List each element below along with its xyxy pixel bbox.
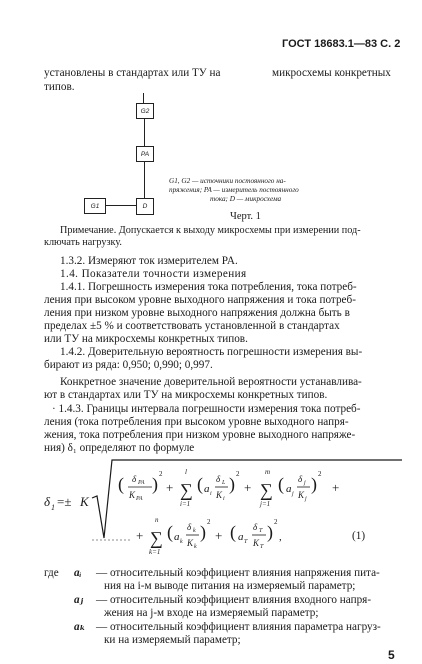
svg-text:2: 2 <box>207 518 211 526</box>
svg-text:T: T <box>260 544 264 550</box>
para-confidence-line-1: Конкретное значение доверительной вероятности устанавлива- <box>60 376 362 388</box>
svg-text:2: 2 <box>236 470 240 478</box>
figure-caption-line-3: тока; D — микросхема <box>210 195 282 203</box>
svg-text:k: k <box>193 528 196 534</box>
formula-number: (1) <box>352 530 366 542</box>
para-1-4-3-line-1: · 1.4.3. Границы интервала погрешности измерения тока потреб- <box>52 403 361 415</box>
note-line-2: ключать нагрузку. <box>44 237 122 248</box>
def-a-j-line-1: — относительный коэффициент влияния входного напря- <box>96 594 372 606</box>
svg-text:K: K <box>187 538 194 548</box>
svg-text:): ) <box>200 522 206 542</box>
svg-text:): ) <box>152 474 158 494</box>
document-header: ГОСТ 18683.1—83 С. 2 <box>282 38 401 50</box>
svg-text:j: j <box>292 491 294 497</box>
para-1-4-1-line-4: пределах ±5 % и соответствовать установленной в стандартах <box>44 320 340 332</box>
section-1-4-heading: 1.4. Показатели точности измерения <box>60 268 247 280</box>
svg-text:a: a <box>238 531 244 543</box>
intro-line-1-right: микросхемы конкретных <box>272 67 391 79</box>
formula-1 <box>40 456 410 564</box>
intro-line-1-left: установлены в стандартах или ТУ на <box>44 67 221 79</box>
svg-text:PA: PA <box>138 480 145 486</box>
figure-caption-line-2: пряжения; PA — измеритель постоянного <box>169 186 299 194</box>
svg-text:2: 2 <box>159 470 163 478</box>
svg-text:2: 2 <box>274 518 278 526</box>
svg-text:+: + <box>136 528 144 543</box>
para-1-4-1-line-3: ления при низком уровне выходного напряжения должна быть в <box>44 307 350 319</box>
svg-text:): ) <box>311 474 317 494</box>
para-1-4-2-line-1: 1.4.2. Доверительную вероятность погрешности измерения вы- <box>60 346 363 358</box>
svg-text:T: T <box>244 539 248 545</box>
svg-text:k: k <box>194 544 197 550</box>
svg-text:(: ( <box>118 474 124 494</box>
svg-text:1: 1 <box>51 503 55 512</box>
para-1-4-1-line-2: ления при высоком уровне выходного напряжения и тока потреб- <box>44 294 356 306</box>
wire-g1-d <box>106 205 136 206</box>
svg-text:i: i <box>223 496 225 502</box>
para-1-3-2: 1.3.2. Измеряют ток измерителем PA. <box>60 255 238 267</box>
svg-text:+: + <box>244 480 252 495</box>
para-1-4-1-line-1: 1.4.1. Погрешность измерения тока потребления, тока потреб- <box>60 281 357 293</box>
svg-text:K: K <box>80 494 89 509</box>
svg-text:2: 2 <box>318 470 322 478</box>
def-a-i-line-1: — относительный коэффициент влияния напряжения пита- <box>96 567 380 579</box>
svg-text:+: + <box>332 480 340 495</box>
svg-text:∑: ∑ <box>180 480 193 500</box>
symbol-a-i: aᵢ <box>74 567 82 579</box>
box-d: D <box>136 198 154 215</box>
svg-text:K: K <box>216 490 223 500</box>
svg-text:(: ( <box>230 522 236 542</box>
wire-top <box>143 93 144 103</box>
wire-pa-d <box>144 162 145 199</box>
svg-text:m: m <box>265 468 271 476</box>
figure-caption-line-1: G1, G2 — источники постоянного на- <box>169 177 286 185</box>
svg-text:+: + <box>166 480 174 495</box>
svg-text:K: K <box>253 538 260 548</box>
para-1-4-2-line-2: бирают из ряда: 0,950; 0,990; 0,997. <box>44 359 213 371</box>
svg-text:(: ( <box>278 474 284 494</box>
svg-text:δ: δ <box>187 522 192 532</box>
svg-text:δ: δ <box>298 474 303 484</box>
svg-text:(: ( <box>167 522 173 542</box>
para-confidence-line-2: ют в стандартах или ТУ на микросхемы конкретных типов. <box>44 389 328 401</box>
svg-text:PA: PA <box>136 496 143 502</box>
svg-text:j: j <box>304 480 306 486</box>
svg-text:K: K <box>298 490 305 500</box>
definitions-where: где <box>44 567 59 579</box>
wire-g2-pa <box>144 119 145 146</box>
svg-text:=±: =± <box>57 494 72 509</box>
svg-text:l: l <box>185 468 187 476</box>
intro-line-2: типов. <box>44 81 75 93</box>
svg-text:k: k <box>180 539 183 545</box>
svg-text:a: a <box>286 483 292 495</box>
svg-text:∑: ∑ <box>260 480 273 500</box>
page-number: 5 <box>388 648 395 662</box>
svg-text:j: j <box>305 496 307 502</box>
svg-text:i: i <box>210 491 212 497</box>
svg-text:k=1: k=1 <box>149 548 161 556</box>
svg-text:j=1: j=1 <box>260 500 271 508</box>
svg-text:T: T <box>259 528 263 534</box>
def-a-j-line-2: жения на j-м входе на измеряемый параметр; <box>104 607 319 619</box>
para-1-4-1-line-5: или ТУ на микросхемы конкретных типов. <box>44 333 248 345</box>
def-a-i-line-2: ния на i-м выводе питания на измеряемый параметр; <box>104 580 356 592</box>
def-a-k-line-1: — относительный коэффициент влияния параметра нагруз- <box>96 621 381 633</box>
para-1-4-3-line-2: ления (тока потребления при высоком уровне выходного напря- <box>44 416 349 428</box>
svg-text:,: , <box>279 531 282 543</box>
figure-label: Черт. 1 <box>230 211 261 222</box>
box-g2: G2 <box>136 103 154 119</box>
note-line-1: Примечание. Допускается к выходу микросхемы при измерении под- <box>60 225 361 236</box>
para-1-4-3-line-3: жения, тока потребления при низком уровне выходного напряже- <box>44 429 356 441</box>
svg-text:δ: δ <box>132 474 137 484</box>
svg-text:δ: δ <box>253 522 258 532</box>
formula-lhs: δ <box>44 494 51 509</box>
svg-text:n: n <box>155 516 159 524</box>
svg-text:i=1: i=1 <box>180 500 191 508</box>
svg-text:L: L <box>222 480 226 486</box>
svg-text:): ) <box>267 522 273 542</box>
svg-text:δ: δ <box>216 474 221 484</box>
svg-text:a: a <box>204 483 210 495</box>
svg-text:): ) <box>229 474 235 494</box>
box-pa: PA <box>136 146 154 162</box>
svg-text:K: K <box>129 490 136 500</box>
symbol-a-j: aⱼ <box>74 594 84 606</box>
para-1-4-3-line-4: ния) δ₁ определяют по формуле <box>44 442 195 454</box>
svg-text:a: a <box>174 531 180 543</box>
svg-text:(: ( <box>197 474 203 494</box>
box-g1: G1 <box>84 198 106 214</box>
def-a-k-line-2: ки на измеряемый параметр; <box>104 634 241 646</box>
symbol-a-k: aₖ <box>74 621 86 633</box>
svg-text:+: + <box>215 528 223 543</box>
svg-text:∑: ∑ <box>150 528 163 548</box>
